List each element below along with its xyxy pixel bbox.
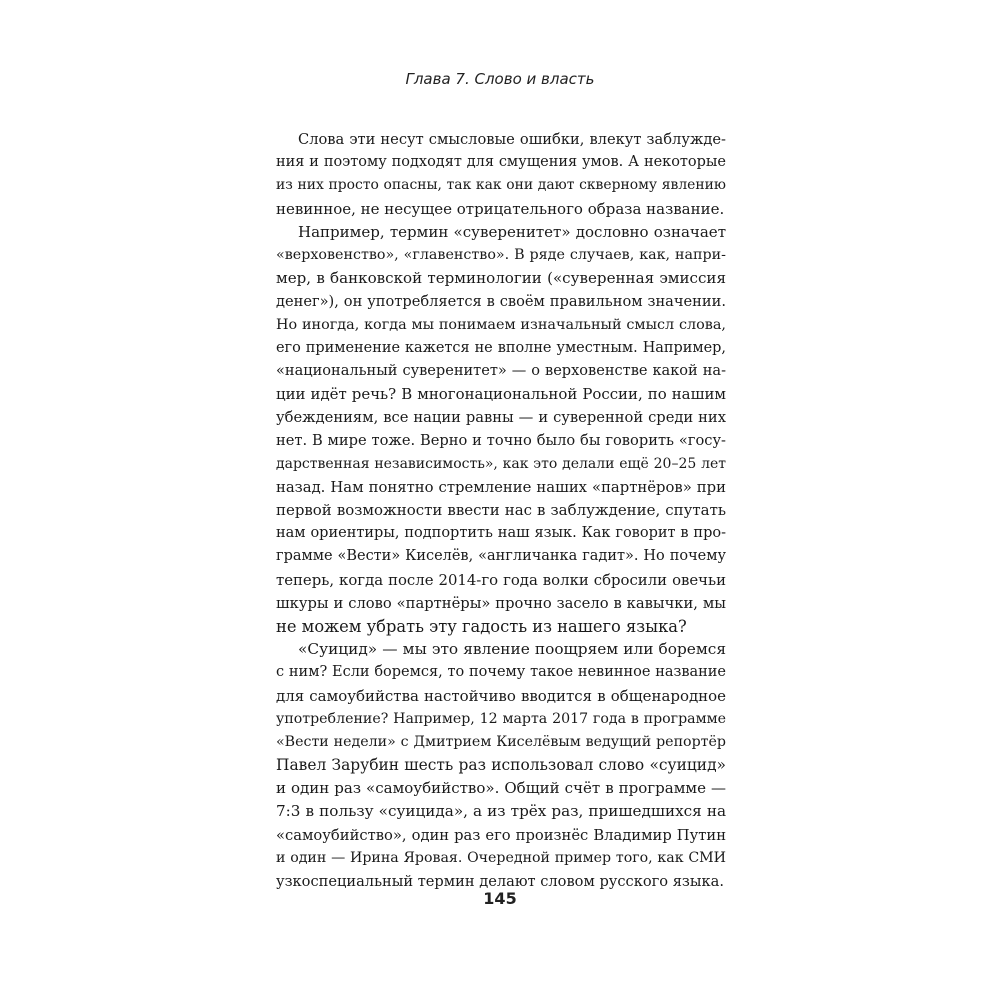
text-line: 7:3 в пользу «суицида», а из трёх раз, пришедшихся на xyxy=(276,802,726,821)
text-line: нет. В мире тоже. Верно и точно было бы говорить «госу- xyxy=(276,432,726,450)
text-line: мер, в банковской терминологии («суверенная эмиссия xyxy=(276,269,726,288)
text-line: с ним? Если боремся, то почему такое невинное название xyxy=(276,664,726,681)
text-line: теперь, когда после 2014-го года волки сбросили овечьи xyxy=(276,570,726,589)
text-line: и один — Ирина Яровая. Очередной пример того, как СМИ xyxy=(276,849,726,866)
paragraph-3 xyxy=(276,638,726,893)
text-line: грамме «Вести» Киселёв, «англичанка гадит». Но почему xyxy=(276,548,726,565)
text-line: Павел Зарубин шесть раз использовал слово «суицид» xyxy=(276,756,726,775)
text-line: не можем убрать эту гадость из нашего языка? xyxy=(276,616,687,636)
text-line: первой возможности ввести нас в заблуждение, спутать xyxy=(276,501,726,519)
text-line: для самоубийства настойчиво вводится в общенародное xyxy=(276,686,726,705)
paragraph-1 xyxy=(276,128,726,221)
paragraph-2 xyxy=(276,221,726,638)
body-text xyxy=(276,128,726,893)
text-line: «самоубийство», один раз его произнёс Владимир Путин xyxy=(276,826,726,844)
text-line: Но иногда, когда мы понимаем изначальный смысл слова, xyxy=(276,316,726,333)
text-line: убеждениям, все нации равны — и суверенной среди них xyxy=(276,409,726,427)
text-line: невинное, не несущее отрицательного образа название. xyxy=(276,199,725,218)
running-head: Глава 7. Слово и власть xyxy=(405,70,595,88)
text-line: Слова эти несут смысловые ошибки, влекут заблужде- xyxy=(298,131,726,148)
text-line: денег»), он употребляется в своём правильном значении. xyxy=(276,293,726,311)
page-number: 145 xyxy=(483,889,517,908)
text-line: ния и поэтому подходят для смущения умов. А некоторые xyxy=(276,154,726,171)
text-line: нам ориентиры, подпортить наш язык. Как говорит в про- xyxy=(276,525,726,542)
text-line: «национальный суверенитет» — о верховенстве какой на- xyxy=(276,362,726,379)
text-line: «Суицид» — мы это явление поощряем или боремся xyxy=(298,640,726,659)
text-line: и один раз «самоубийство». Общий счёт в программе — xyxy=(276,779,726,798)
text-line: «Вести недели» с Дмитрием Киселёвым ведущий репортёр xyxy=(276,733,726,750)
text-line: Например, термин «суверенитет» дословно означает xyxy=(298,222,726,241)
text-line: шкуры и слово «партнёры» прочно засело в кавычки, мы xyxy=(276,594,726,612)
text-line: «верховенство», «главенство». В ряде случаев, как, напри- xyxy=(276,246,726,263)
text-line: назад. Нам понятно стремление наших «партнёров» при xyxy=(276,478,726,496)
text-line: его применение кажется не вполне уместным. Например, xyxy=(276,339,726,356)
text-line: дарственная независимость», как это делали ещё 20–25 лет xyxy=(276,455,726,472)
text-line: узкоспециальный термин делают словом русского языка. xyxy=(276,873,724,890)
text-line: употребление? Например, 12 марта 2017 года в программе xyxy=(276,710,726,727)
text-line: ции идёт речь? В многонациональной России, по нашим xyxy=(276,385,726,404)
text-line: из них просто опасны, так как они дают скверному явлению xyxy=(276,177,726,194)
